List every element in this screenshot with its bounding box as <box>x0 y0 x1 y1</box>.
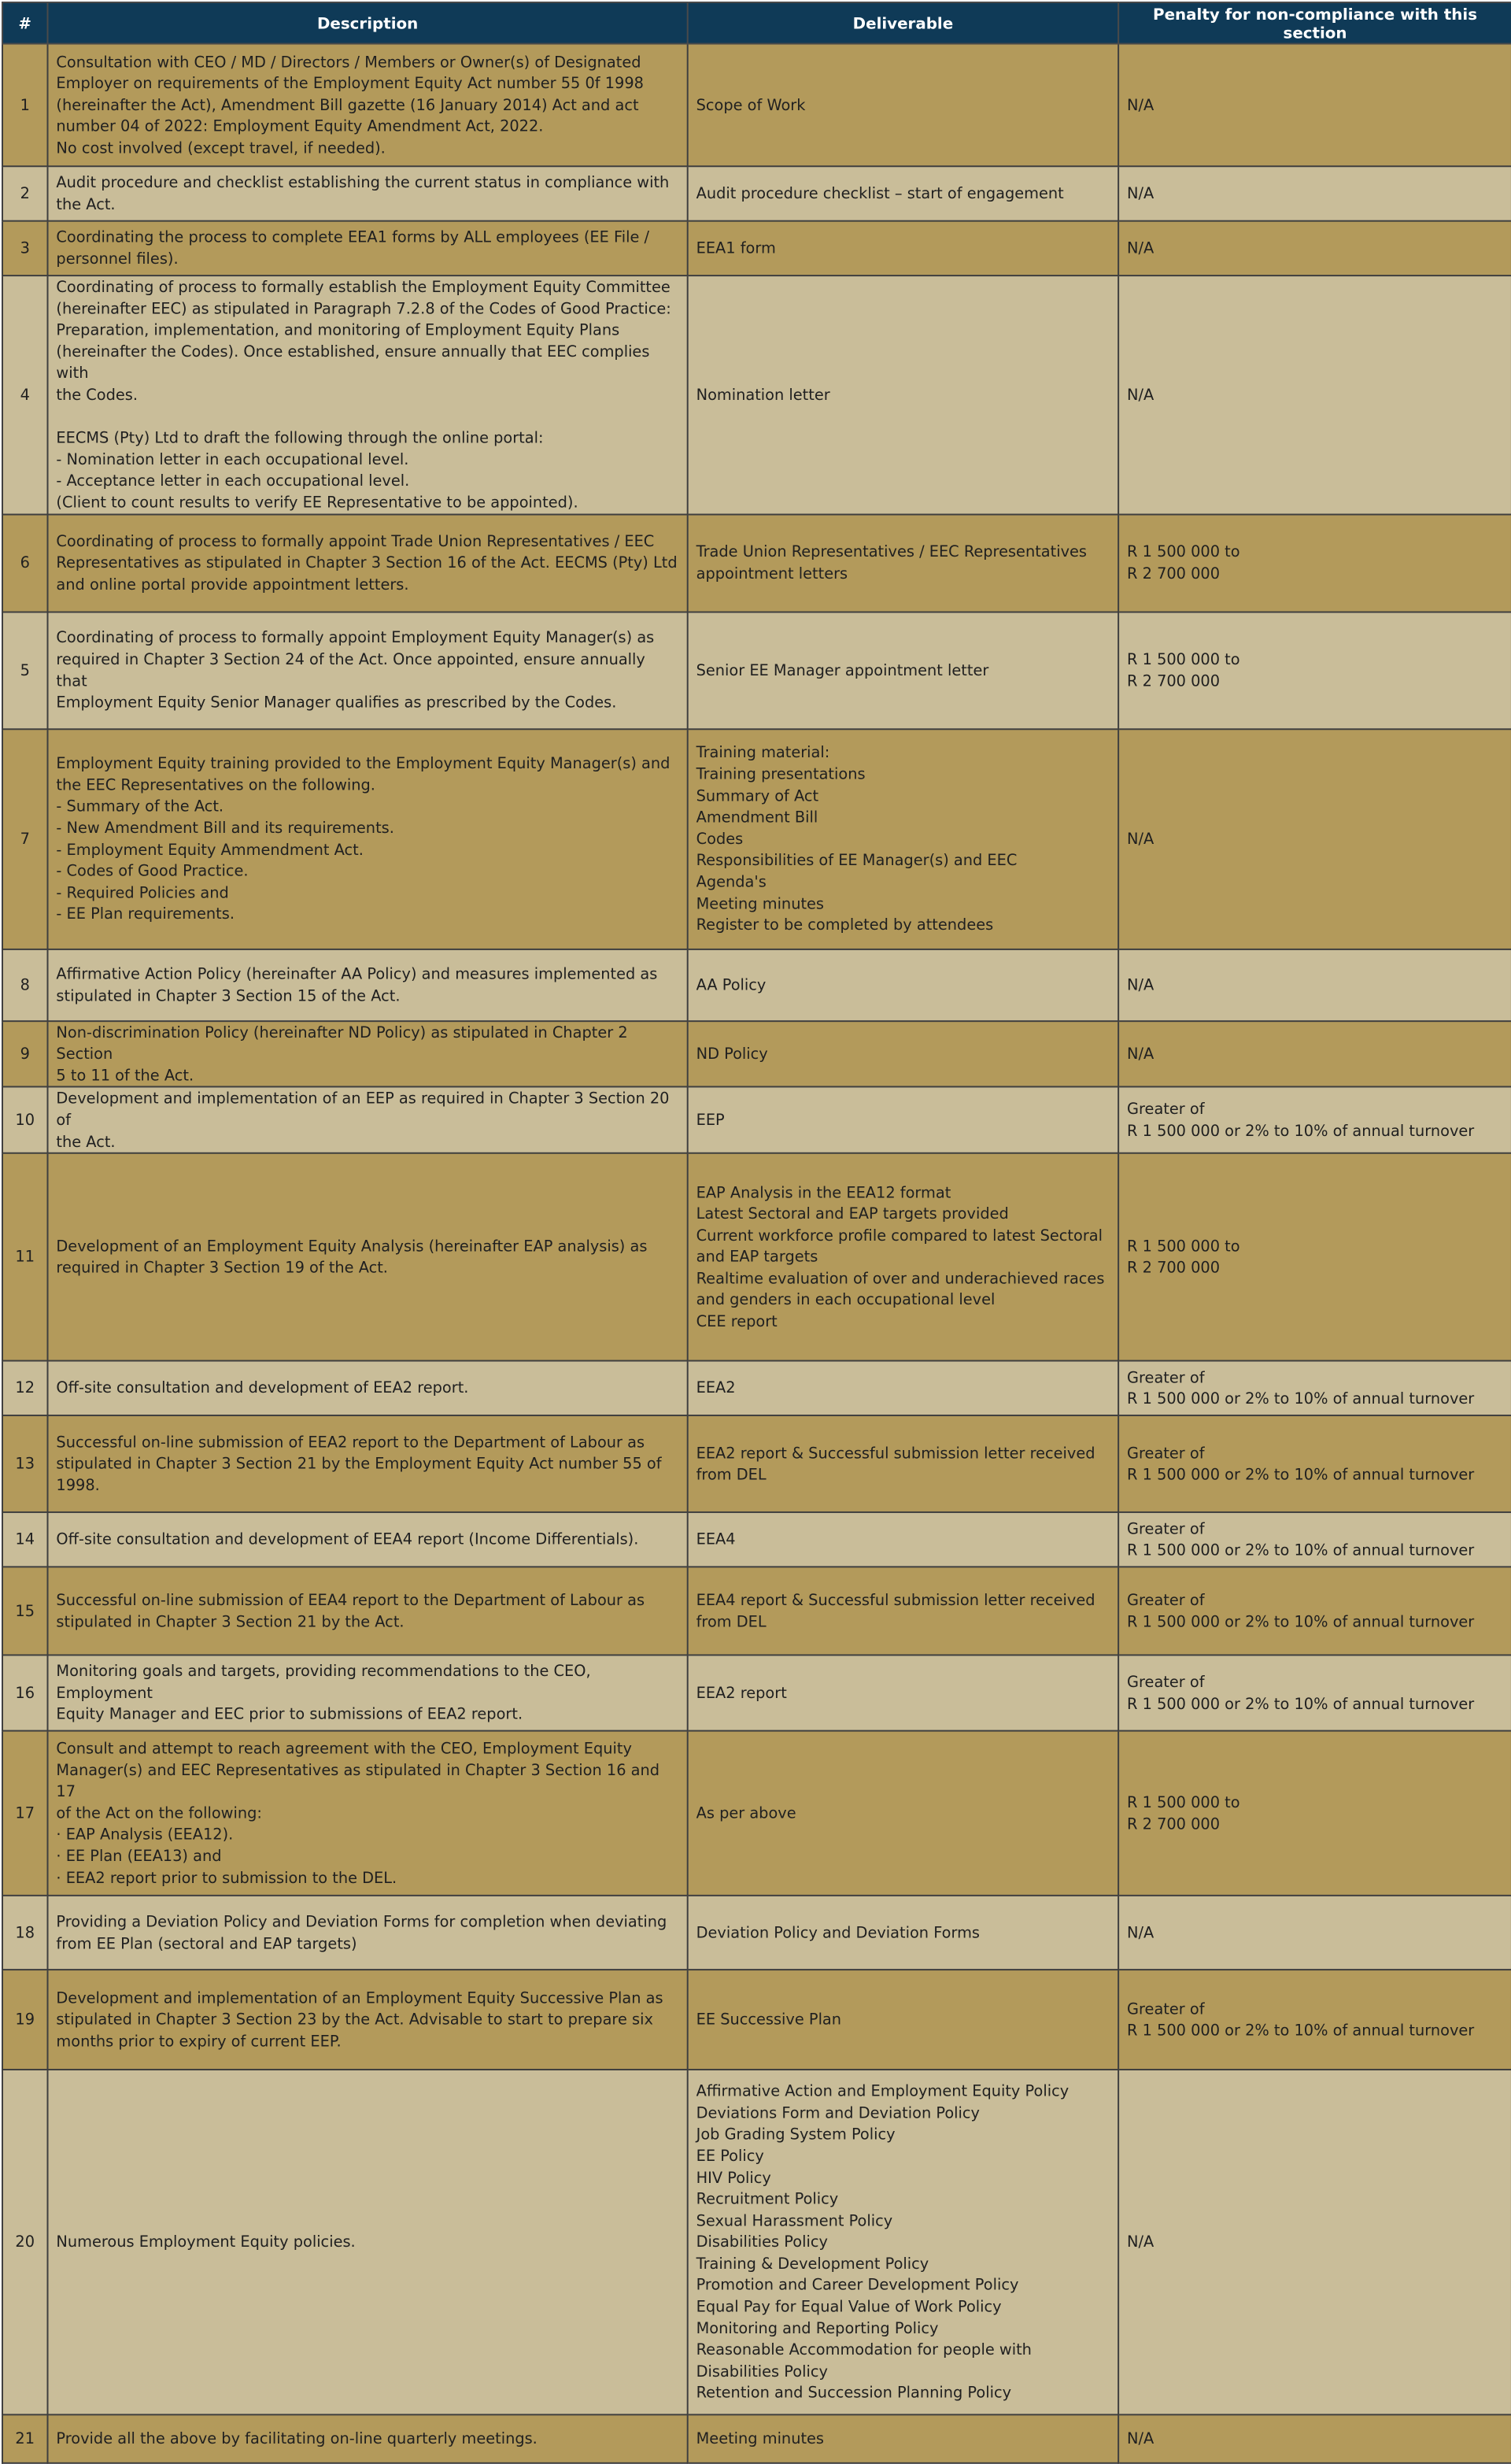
row-deliverable: EEA4 <box>688 1512 1118 1567</box>
row-deliverable: ND Policy <box>688 1021 1118 1087</box>
row-deliverable: AA Policy <box>688 949 1118 1020</box>
row-number: 8 <box>2 949 48 1020</box>
row-description: Off-site consultation and development of EEA2 report. <box>48 1361 688 1415</box>
row-penalty: N/A <box>1118 949 1511 1020</box>
row-deliverable: EE Successive Plan <box>688 1970 1118 2070</box>
table-row <box>2 612 1511 729</box>
header-description: Description <box>48 2 688 44</box>
table-row <box>2 1361 1511 1415</box>
row-description: Consultation with CEO / MD / Directors / Members or Owner(s) of Designated Employer on requirements of the Employment Equity Act number 55 0f 1998 (hereinafter the Act), Amendment Bill gazette (16 January 2014) Act and act number 04 of 2022: Employment Equity Amendment Act, 2022. No cost involved (except travel, if needed). <box>48 44 688 167</box>
row-number: 14 <box>2 1512 48 1567</box>
table-row <box>2 514 1511 612</box>
row-penalty: Greater of R 1 500 000 or 2% to 10% of annual turnover <box>1118 1512 1511 1567</box>
row-penalty: R 1 500 000 to R 2 700 000 <box>1118 1731 1511 1896</box>
table-row <box>2 1896 1511 1970</box>
row-description: Successful on-line submission of EEA4 report to the Department of Labour as stipulated in Chapter 3 Section 21 by the Act. <box>48 1567 688 1655</box>
row-description: Providing a Deviation Policy and Deviation Forms for completion when deviating from EE Plan (sectoral and EAP targets) <box>48 1896 688 1970</box>
row-penalty: R 1 500 000 to R 2 700 000 <box>1118 1153 1511 1361</box>
row-penalty: N/A <box>1118 166 1511 220</box>
row-penalty: Greater of R 1 500 000 or 2% to 10% of annual turnover <box>1118 1415 1511 1512</box>
header-number: # <box>2 2 48 44</box>
table-row <box>2 1021 1511 1087</box>
table-row <box>2 1567 1511 1655</box>
row-deliverable: As per above <box>688 1731 1118 1896</box>
row-penalty: R 1 500 000 to R 2 700 000 <box>1118 612 1511 729</box>
row-penalty: N/A <box>1118 221 1511 276</box>
table-row <box>2 949 1511 1020</box>
table-row <box>2 44 1511 167</box>
row-number: 19 <box>2 1970 48 2070</box>
row-description: Coordinating of process to formally establish the Employment Equity Committee (hereinafter EEC) as stipulated in Paragraph 7.2.8 of the Codes of Good Practice: Preparation, implementation, and monitoring of Employment Equity Plans (hereinafter the Codes). Once established, ensure annually that EEC complies with the Codes. EECMS (Pty) Ltd to draft the following through the online portal: - Nomination letter in each occupational level. - Acceptance letter in each occupational level. (Client to count results to verify EE Representative to be appointed). <box>48 276 688 514</box>
table-row <box>2 2070 1511 2414</box>
row-deliverable: Nomination letter <box>688 276 1118 514</box>
row-description: Employment Equity training provided to the Employment Equity Manager(s) and the EEC Representatives on the following. - Summary of the Act. - New Amendment Bill and its requirements. - Employment Equity Ammendment Act. - Codes of Good Practice. - Required Policies and - EE Plan requirements. <box>48 729 688 949</box>
row-number: 3 <box>2 221 48 276</box>
table-row <box>2 1731 1511 1896</box>
compliance-table <box>2 2 1511 2464</box>
table-row <box>2 2414 1511 2462</box>
row-number: 17 <box>2 1731 48 1896</box>
row-number: 4 <box>2 276 48 514</box>
row-description: Development of an Employment Equity Analysis (hereinafter EAP analysis) as required in Chapter 3 Section 19 of the Act. <box>48 1153 688 1361</box>
row-number: 21 <box>2 2414 48 2462</box>
row-number: 10 <box>2 1087 48 1153</box>
row-number: 11 <box>2 1153 48 1361</box>
row-penalty: N/A <box>1118 2414 1511 2462</box>
table-row <box>2 1512 1511 1567</box>
row-deliverable: EEP <box>688 1087 1118 1153</box>
row-penalty: N/A <box>1118 2070 1511 2414</box>
row-penalty: N/A <box>1118 1021 1511 1087</box>
row-deliverable: EEA1 form <box>688 221 1118 276</box>
row-deliverable: EEA2 report & Successful submission letter received from DEL <box>688 1415 1118 1512</box>
table-row <box>2 1970 1511 2070</box>
row-number: 6 <box>2 514 48 612</box>
table-row <box>2 276 1511 514</box>
table-row <box>2 166 1511 220</box>
row-penalty: Greater of R 1 500 000 or 2% to 10% of annual turnover <box>1118 1087 1511 1153</box>
row-number: 2 <box>2 166 48 220</box>
row-description: Off-site consultation and development of EEA4 report (Income Differentials). <box>48 1512 688 1567</box>
row-description: Successful on-line submission of EEA2 report to the Department of Labour as stipulated in Chapter 3 Section 21 by the Employment Equity Act number 55 of 1998. <box>48 1415 688 1512</box>
header-penalty: Penalty for non-compliance with this section <box>1118 2 1511 44</box>
row-description: Numerous Employment Equity policies. <box>48 2070 688 2414</box>
row-penalty: Greater of R 1 500 000 or 2% to 10% of annual turnover <box>1118 1970 1511 2070</box>
row-number: 9 <box>2 1021 48 1087</box>
row-penalty: Greater of R 1 500 000 or 2% to 10% of annual turnover <box>1118 1567 1511 1655</box>
row-deliverable: Meeting minutes <box>688 2414 1118 2462</box>
table-row <box>2 1415 1511 1512</box>
row-penalty: R 1 500 000 to R 2 700 000 <box>1118 514 1511 612</box>
row-description: Coordinating of process to formally appoint Employment Equity Manager(s) as required in Chapter 3 Section 24 of the Act. Once appointed, ensure annually that Employment Equity Senior Manager qualifies as prescribed by the Codes. <box>48 612 688 729</box>
row-deliverable: EEA4 report & Successful submission letter received from DEL <box>688 1567 1118 1655</box>
row-number: 13 <box>2 1415 48 1512</box>
row-number: 20 <box>2 2070 48 2414</box>
row-description: Development and implementation of an EEP as required in Chapter 3 Section 20 of the Act. <box>48 1087 688 1153</box>
row-deliverable: EAP Analysis in the EEA12 format Latest Sectoral and EAP targets provided Current workforce profile compared to latest Sectoral and EAP targets Realtime evaluation of over and underachieved races and genders in each occupational level CEE report <box>688 1153 1118 1361</box>
row-number: 7 <box>2 729 48 949</box>
row-deliverable: Audit procedure checklist – start of engagement <box>688 166 1118 220</box>
row-deliverable: EEA2 report <box>688 1656 1118 1731</box>
row-deliverable: Training material: Training presentations Summary of Act Amendment Bill Codes Responsibilities of EE Manager(s) and EEC Agenda's Meeting minutes Register to be completed by attendees <box>688 729 1118 949</box>
row-penalty: N/A <box>1118 44 1511 167</box>
row-deliverable: EEA2 <box>688 1361 1118 1415</box>
row-number: 1 <box>2 44 48 167</box>
table-header-row <box>2 2 1511 44</box>
row-number: 5 <box>2 612 48 729</box>
table-row <box>2 1153 1511 1361</box>
row-description: Coordinating of process to formally appoint Trade Union Representatives / EEC Representatives as stipulated in Chapter 3 Section 16 of the Act. EECMS (Pty) Ltd and online portal provide appointment letters. <box>48 514 688 612</box>
table-row <box>2 221 1511 276</box>
row-deliverable: Trade Union Representatives / EEC Representatives appointment letters <box>688 514 1118 612</box>
row-number: 12 <box>2 1361 48 1415</box>
row-penalty: Greater of R 1 500 000 or 2% to 10% of annual turnover <box>1118 1361 1511 1415</box>
table-row <box>2 1087 1511 1153</box>
row-deliverable: Scope of Work <box>688 44 1118 167</box>
row-description: Monitoring goals and targets, providing recommendations to the CEO, Employment Equity Manager and EEC prior to submissions of EEA2 report. <box>48 1656 688 1731</box>
row-number: 18 <box>2 1896 48 1970</box>
row-number: 15 <box>2 1567 48 1655</box>
row-description: Development and implementation of an Employment Equity Successive Plan as stipulated in Chapter 3 Section 23 by the Act. Advisable to start to prepare six months prior to expiry of current EEP. <box>48 1970 688 2070</box>
row-penalty: N/A <box>1118 276 1511 514</box>
header-deliverable: Deliverable <box>688 2 1118 44</box>
row-deliverable: Affirmative Action and Employment Equity Policy Deviations Form and Deviation Policy Job Grading System Policy EE Policy HIV Policy Recruitment Policy Sexual Harassment Policy Disabilities Policy Training & Development Policy Promotion and Career Development Policy Equal Pay for Equal Value of Work Policy Monitoring and Reporting Policy Reasonable Accommodation for people with Disabilities Policy Retention and Succession Planning Policy <box>688 2070 1118 2414</box>
table-row <box>2 1656 1511 1731</box>
row-penalty: N/A <box>1118 1896 1511 1970</box>
row-description: Affirmative Action Policy (hereinafter AA Policy) and measures implemented as stipulated in Chapter 3 Section 15 of the Act. <box>48 949 688 1020</box>
row-description: Consult and attempt to reach agreement with the CEO, Employment Equity Manager(s) and EEC Representatives as stipulated in Chapter 3 Section 16 and 17 of the Act on the following: · EAP Analysis (EEA12). · EE Plan (EEA13) and · EEA2 report prior to submission to the DEL. <box>48 1731 688 1896</box>
table-row <box>2 729 1511 949</box>
row-description: Coordinating the process to complete EEA1 forms by ALL employees (EE File / personnel files). <box>48 221 688 276</box>
row-deliverable: Senior EE Manager appointment letter <box>688 612 1118 729</box>
row-description: Non-discrimination Policy (hereinafter ND Policy) as stipulated in Chapter 2 Section 5 to 11 of the Act. <box>48 1021 688 1087</box>
row-deliverable: Deviation Policy and Deviation Forms <box>688 1896 1118 1970</box>
row-penalty: N/A <box>1118 729 1511 949</box>
row-description: Audit procedure and checklist establishing the current status in compliance with the Act. <box>48 166 688 220</box>
row-penalty: Greater of R 1 500 000 or 2% to 10% of annual turnover <box>1118 1656 1511 1731</box>
row-number: 16 <box>2 1656 48 1731</box>
row-description: Provide all the above by facilitating on-line quarterly meetings. <box>48 2414 688 2462</box>
